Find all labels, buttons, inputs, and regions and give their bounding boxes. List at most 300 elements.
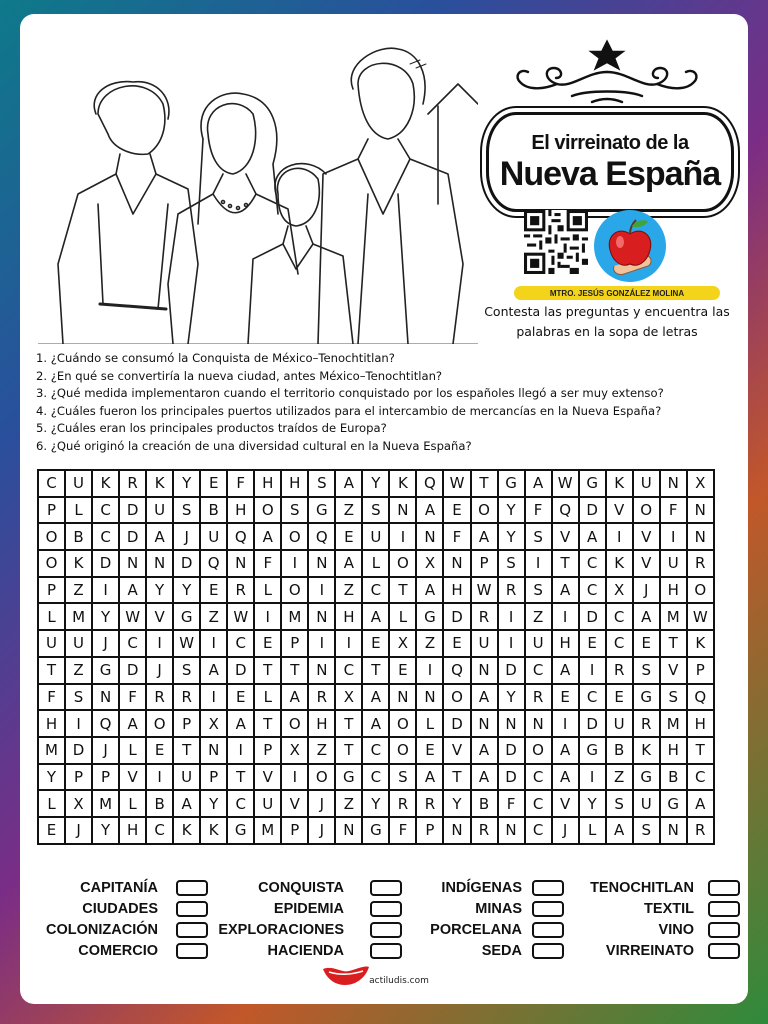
grid-cell[interactable]: Y: [174, 578, 201, 605]
grid-cell[interactable]: S: [282, 498, 309, 525]
grid-cell[interactable]: M: [39, 738, 66, 765]
grid-cell[interactable]: Y: [363, 471, 390, 498]
grid-cell[interactable]: S: [363, 498, 390, 525]
grid-cell[interactable]: E: [336, 524, 363, 551]
grid-cell[interactable]: E: [363, 631, 390, 658]
grid-cell[interactable]: U: [39, 631, 66, 658]
grid-cell[interactable]: A: [174, 791, 201, 818]
grid-cell[interactable]: I: [580, 658, 607, 685]
grid-cell[interactable]: O: [688, 578, 715, 605]
grid-cell[interactable]: P: [39, 578, 66, 605]
grid-cell[interactable]: L: [120, 738, 147, 765]
grid-cell[interactable]: G: [336, 765, 363, 792]
grid-cell[interactable]: C: [39, 471, 66, 498]
grid-cell[interactable]: J: [147, 658, 174, 685]
grid-cell[interactable]: C: [336, 658, 363, 685]
grid-cell[interactable]: Z: [309, 738, 336, 765]
grid-cell[interactable]: A: [417, 498, 444, 525]
grid-cell[interactable]: P: [66, 765, 93, 792]
grid-cell[interactable]: S: [174, 498, 201, 525]
grid-cell[interactable]: H: [228, 498, 255, 525]
grid-cell[interactable]: U: [147, 498, 174, 525]
grid-cell[interactable]: I: [228, 738, 255, 765]
grid-cell[interactable]: U: [201, 524, 228, 551]
grid-cell[interactable]: G: [580, 738, 607, 765]
grid-cell[interactable]: A: [634, 604, 661, 631]
grid-cell[interactable]: Q: [228, 524, 255, 551]
grid-cell[interactable]: N: [390, 498, 417, 525]
grid-cell[interactable]: D: [120, 524, 147, 551]
grid-cell[interactable]: T: [444, 765, 471, 792]
grid-cell[interactable]: T: [661, 631, 688, 658]
grid-cell[interactable]: T: [282, 658, 309, 685]
grid-cell[interactable]: S: [634, 818, 661, 845]
grid-cell[interactable]: M: [66, 604, 93, 631]
grid-cell[interactable]: I: [417, 658, 444, 685]
grid-cell[interactable]: T: [553, 551, 580, 578]
grid-cell[interactable]: P: [472, 551, 499, 578]
grid-cell[interactable]: K: [147, 471, 174, 498]
grid-cell[interactable]: S: [390, 765, 417, 792]
grid-cell[interactable]: R: [607, 658, 634, 685]
grid-cell[interactable]: S: [66, 685, 93, 712]
grid-cell[interactable]: G: [174, 604, 201, 631]
grid-cell[interactable]: X: [66, 791, 93, 818]
grid-cell[interactable]: U: [66, 631, 93, 658]
grid-cell[interactable]: O: [309, 765, 336, 792]
grid-cell[interactable]: C: [607, 604, 634, 631]
grid-cell[interactable]: C: [526, 765, 553, 792]
grid-cell[interactable]: O: [390, 711, 417, 738]
grid-cell[interactable]: H: [39, 711, 66, 738]
grid-cell[interactable]: U: [255, 791, 282, 818]
grid-cell[interactable]: W: [174, 631, 201, 658]
grid-cell[interactable]: N: [390, 685, 417, 712]
grid-cell[interactable]: P: [282, 818, 309, 845]
grid-cell[interactable]: P: [255, 738, 282, 765]
grid-cell[interactable]: D: [444, 711, 471, 738]
grid-cell[interactable]: J: [93, 631, 120, 658]
grid-cell[interactable]: R: [634, 711, 661, 738]
grid-cell[interactable]: R: [526, 685, 553, 712]
grid-cell[interactable]: I: [282, 765, 309, 792]
grid-cell[interactable]: X: [201, 711, 228, 738]
grid-cell[interactable]: O: [472, 498, 499, 525]
grid-cell[interactable]: D: [120, 658, 147, 685]
grid-cell[interactable]: K: [634, 738, 661, 765]
grid-cell[interactable]: E: [444, 631, 471, 658]
grid-cell[interactable]: S: [526, 578, 553, 605]
grid-cell[interactable]: V: [553, 524, 580, 551]
grid-cell[interactable]: Q: [444, 658, 471, 685]
grid-cell[interactable]: X: [390, 631, 417, 658]
grid-cell[interactable]: Z: [607, 765, 634, 792]
grid-cell[interactable]: N: [661, 818, 688, 845]
grid-cell[interactable]: D: [580, 711, 607, 738]
grid-cell[interactable]: R: [174, 685, 201, 712]
grid-cell[interactable]: D: [580, 604, 607, 631]
grid-cell[interactable]: C: [580, 685, 607, 712]
grid-cell[interactable]: P: [39, 498, 66, 525]
word-checkbox[interactable]: [370, 901, 402, 917]
grid-cell[interactable]: V: [120, 765, 147, 792]
grid-cell[interactable]: B: [661, 765, 688, 792]
grid-cell[interactable]: A: [472, 765, 499, 792]
grid-cell[interactable]: I: [390, 524, 417, 551]
grid-cell[interactable]: A: [336, 551, 363, 578]
grid-cell[interactable]: N: [472, 711, 499, 738]
grid-cell[interactable]: O: [390, 738, 417, 765]
grid-cell[interactable]: P: [93, 765, 120, 792]
grid-cell[interactable]: E: [147, 738, 174, 765]
grid-cell[interactable]: N: [93, 685, 120, 712]
grid-cell[interactable]: R: [120, 471, 147, 498]
grid-cell[interactable]: A: [120, 711, 147, 738]
grid-cell[interactable]: C: [607, 631, 634, 658]
grid-cell[interactable]: L: [39, 604, 66, 631]
grid-cell[interactable]: Y: [444, 791, 471, 818]
grid-cell[interactable]: D: [228, 658, 255, 685]
grid-cell[interactable]: E: [417, 738, 444, 765]
grid-cell[interactable]: F: [499, 791, 526, 818]
grid-cell[interactable]: N: [309, 551, 336, 578]
grid-cell[interactable]: P: [174, 711, 201, 738]
grid-cell[interactable]: A: [526, 471, 553, 498]
word-checkbox[interactable]: [176, 922, 208, 938]
grid-cell[interactable]: G: [661, 791, 688, 818]
grid-cell[interactable]: N: [499, 818, 526, 845]
grid-cell[interactable]: E: [553, 685, 580, 712]
grid-cell[interactable]: G: [228, 818, 255, 845]
word-checkbox[interactable]: [370, 943, 402, 959]
grid-cell[interactable]: Q: [417, 471, 444, 498]
grid-cell[interactable]: T: [255, 711, 282, 738]
grid-cell[interactable]: L: [417, 711, 444, 738]
grid-cell[interactable]: X: [282, 738, 309, 765]
grid-cell[interactable]: Y: [363, 791, 390, 818]
grid-cell[interactable]: O: [255, 498, 282, 525]
grid-cell[interactable]: W: [120, 604, 147, 631]
grid-cell[interactable]: J: [553, 818, 580, 845]
grid-cell[interactable]: M: [661, 604, 688, 631]
grid-cell[interactable]: R: [472, 818, 499, 845]
grid-cell[interactable]: M: [282, 604, 309, 631]
grid-cell[interactable]: O: [444, 685, 471, 712]
grid-cell[interactable]: S: [499, 551, 526, 578]
grid-cell[interactable]: D: [93, 551, 120, 578]
grid-cell[interactable]: G: [580, 471, 607, 498]
grid-cell[interactable]: C: [363, 578, 390, 605]
grid-cell[interactable]: T: [39, 658, 66, 685]
grid-cell[interactable]: D: [66, 738, 93, 765]
grid-cell[interactable]: L: [255, 685, 282, 712]
grid-cell[interactable]: Y: [580, 791, 607, 818]
grid-cell[interactable]: K: [201, 818, 228, 845]
grid-cell[interactable]: H: [661, 738, 688, 765]
grid-cell[interactable]: A: [553, 658, 580, 685]
grid-cell[interactable]: I: [526, 551, 553, 578]
grid-cell[interactable]: V: [553, 791, 580, 818]
grid-cell[interactable]: Y: [201, 791, 228, 818]
grid-cell[interactable]: X: [607, 578, 634, 605]
grid-cell[interactable]: O: [147, 711, 174, 738]
grid-cell[interactable]: I: [580, 765, 607, 792]
grid-cell[interactable]: C: [580, 578, 607, 605]
grid-cell[interactable]: J: [309, 818, 336, 845]
grid-cell[interactable]: U: [661, 551, 688, 578]
grid-cell[interactable]: A: [580, 524, 607, 551]
grid-cell[interactable]: P: [688, 658, 715, 685]
grid-cell[interactable]: C: [120, 631, 147, 658]
grid-cell[interactable]: L: [255, 578, 282, 605]
grid-cell[interactable]: N: [201, 738, 228, 765]
grid-cell[interactable]: A: [553, 765, 580, 792]
grid-cell[interactable]: N: [336, 818, 363, 845]
grid-cell[interactable]: C: [228, 791, 255, 818]
grid-cell[interactable]: L: [120, 791, 147, 818]
grid-cell[interactable]: G: [499, 471, 526, 498]
grid-cell[interactable]: G: [634, 765, 661, 792]
grid-cell[interactable]: O: [39, 524, 66, 551]
footer-logo[interactable]: [310, 960, 440, 990]
grid-cell[interactable]: A: [363, 685, 390, 712]
grid-cell[interactable]: U: [526, 631, 553, 658]
grid-cell[interactable]: A: [553, 578, 580, 605]
grid-cell[interactable]: C: [580, 551, 607, 578]
grid-cell[interactable]: E: [444, 498, 471, 525]
grid-cell[interactable]: A: [607, 818, 634, 845]
grid-cell[interactable]: V: [444, 738, 471, 765]
word-checkbox[interactable]: [708, 943, 740, 959]
grid-cell[interactable]: F: [120, 685, 147, 712]
grid-cell[interactable]: X: [417, 551, 444, 578]
grid-cell[interactable]: N: [526, 711, 553, 738]
grid-cell[interactable]: I: [661, 524, 688, 551]
grid-cell[interactable]: L: [66, 498, 93, 525]
grid-cell[interactable]: S: [661, 685, 688, 712]
grid-cell[interactable]: I: [147, 765, 174, 792]
grid-cell[interactable]: J: [634, 578, 661, 605]
grid-cell[interactable]: K: [607, 471, 634, 498]
grid-cell[interactable]: S: [309, 471, 336, 498]
grid-cell[interactable]: I: [201, 685, 228, 712]
grid-cell[interactable]: T: [174, 738, 201, 765]
grid-cell[interactable]: J: [174, 524, 201, 551]
grid-cell[interactable]: S: [174, 658, 201, 685]
grid-cell[interactable]: R: [499, 578, 526, 605]
word-checkbox[interactable]: [532, 943, 564, 959]
grid-cell[interactable]: A: [363, 711, 390, 738]
grid-cell[interactable]: I: [309, 631, 336, 658]
grid-cell[interactable]: H: [336, 604, 363, 631]
grid-cell[interactable]: N: [120, 551, 147, 578]
grid-cell[interactable]: Q: [309, 524, 336, 551]
grid-cell[interactable]: V: [282, 791, 309, 818]
grid-cell[interactable]: I: [553, 711, 580, 738]
word-checkbox[interactable]: [708, 880, 740, 896]
grid-cell[interactable]: G: [634, 685, 661, 712]
grid-cell[interactable]: H: [444, 578, 471, 605]
grid-cell[interactable]: D: [580, 498, 607, 525]
grid-cell[interactable]: F: [255, 551, 282, 578]
grid-cell[interactable]: C: [526, 658, 553, 685]
grid-cell[interactable]: V: [255, 765, 282, 792]
grid-cell[interactable]: L: [580, 818, 607, 845]
grid-cell[interactable]: Y: [499, 524, 526, 551]
grid-cell[interactable]: T: [336, 738, 363, 765]
grid-cell[interactable]: U: [607, 711, 634, 738]
grid-cell[interactable]: A: [255, 524, 282, 551]
grid-cell[interactable]: A: [472, 685, 499, 712]
grid-cell[interactable]: N: [417, 685, 444, 712]
grid-cell[interactable]: N: [309, 604, 336, 631]
grid-cell[interactable]: U: [66, 471, 93, 498]
grid-cell[interactable]: Y: [499, 498, 526, 525]
grid-cell[interactable]: H: [553, 631, 580, 658]
grid-cell[interactable]: K: [174, 818, 201, 845]
grid-cell[interactable]: T: [228, 765, 255, 792]
word-checkbox[interactable]: [176, 880, 208, 896]
grid-cell[interactable]: C: [93, 524, 120, 551]
grid-cell[interactable]: Z: [66, 578, 93, 605]
grid-cell[interactable]: A: [228, 711, 255, 738]
grid-cell[interactable]: B: [147, 791, 174, 818]
grid-cell[interactable]: Q: [201, 551, 228, 578]
grid-cell[interactable]: H: [661, 578, 688, 605]
grid-cell[interactable]: K: [93, 471, 120, 498]
grid-cell[interactable]: E: [607, 685, 634, 712]
grid-cell[interactable]: H: [120, 818, 147, 845]
grid-cell[interactable]: I: [336, 631, 363, 658]
grid-cell[interactable]: E: [390, 658, 417, 685]
grid-cell[interactable]: F: [390, 818, 417, 845]
grid-cell[interactable]: O: [526, 738, 553, 765]
grid-cell[interactable]: V: [607, 498, 634, 525]
grid-cell[interactable]: V: [661, 658, 688, 685]
grid-cell[interactable]: I: [255, 604, 282, 631]
grid-cell[interactable]: P: [201, 765, 228, 792]
grid-cell[interactable]: A: [417, 765, 444, 792]
grid-cell[interactable]: Z: [336, 578, 363, 605]
grid-cell[interactable]: R: [688, 818, 715, 845]
grid-cell[interactable]: S: [607, 791, 634, 818]
grid-cell[interactable]: Z: [66, 658, 93, 685]
grid-cell[interactable]: C: [228, 631, 255, 658]
grid-cell[interactable]: M: [661, 711, 688, 738]
word-checkbox[interactable]: [176, 943, 208, 959]
grid-cell[interactable]: W: [553, 471, 580, 498]
grid-cell[interactable]: A: [472, 524, 499, 551]
grid-cell[interactable]: E: [39, 818, 66, 845]
word-checkbox[interactable]: [370, 922, 402, 938]
grid-cell[interactable]: X: [336, 685, 363, 712]
grid-cell[interactable]: S: [634, 658, 661, 685]
grid-cell[interactable]: T: [390, 578, 417, 605]
grid-cell[interactable]: U: [634, 471, 661, 498]
grid-cell[interactable]: V: [147, 604, 174, 631]
grid-cell[interactable]: T: [255, 658, 282, 685]
grid-cell[interactable]: E: [634, 631, 661, 658]
grid-cell[interactable]: R: [309, 685, 336, 712]
grid-cell[interactable]: P: [282, 631, 309, 658]
grid-cell[interactable]: H: [309, 711, 336, 738]
grid-cell[interactable]: D: [120, 498, 147, 525]
grid-cell[interactable]: O: [390, 551, 417, 578]
grid-cell[interactable]: C: [147, 818, 174, 845]
grid-cell[interactable]: Z: [526, 604, 553, 631]
grid-cell[interactable]: B: [607, 738, 634, 765]
grid-cell[interactable]: N: [444, 818, 471, 845]
grid-cell[interactable]: Q: [553, 498, 580, 525]
grid-cell[interactable]: D: [499, 738, 526, 765]
grid-cell[interactable]: E: [201, 578, 228, 605]
grid-cell[interactable]: G: [417, 604, 444, 631]
grid-cell[interactable]: N: [228, 551, 255, 578]
grid-cell[interactable]: H: [282, 471, 309, 498]
grid-cell[interactable]: R: [390, 791, 417, 818]
grid-cell[interactable]: C: [93, 498, 120, 525]
grid-cell[interactable]: R: [472, 604, 499, 631]
grid-cell[interactable]: D: [499, 765, 526, 792]
grid-cell[interactable]: C: [363, 738, 390, 765]
grid-cell[interactable]: C: [688, 765, 715, 792]
grid-cell[interactable]: I: [309, 578, 336, 605]
grid-cell[interactable]: T: [472, 471, 499, 498]
grid-cell[interactable]: K: [607, 551, 634, 578]
grid-cell[interactable]: T: [336, 711, 363, 738]
word-checkbox[interactable]: [370, 880, 402, 896]
grid-cell[interactable]: W: [472, 578, 499, 605]
grid-cell[interactable]: Q: [93, 711, 120, 738]
grid-cell[interactable]: I: [607, 524, 634, 551]
grid-cell[interactable]: O: [282, 578, 309, 605]
grid-cell[interactable]: Z: [201, 604, 228, 631]
grid-cell[interactable]: O: [39, 551, 66, 578]
grid-cell[interactable]: Y: [147, 578, 174, 605]
grid-cell[interactable]: D: [444, 604, 471, 631]
grid-cell[interactable]: I: [201, 631, 228, 658]
grid-cell[interactable]: E: [255, 631, 282, 658]
grid-cell[interactable]: A: [363, 604, 390, 631]
grid-cell[interactable]: N: [147, 551, 174, 578]
grid-cell[interactable]: A: [336, 471, 363, 498]
grid-cell[interactable]: H: [255, 471, 282, 498]
grid-cell[interactable]: O: [634, 498, 661, 525]
grid-cell[interactable]: D: [499, 658, 526, 685]
grid-cell[interactable]: C: [526, 791, 553, 818]
grid-cell[interactable]: N: [688, 524, 715, 551]
grid-cell[interactable]: Y: [499, 685, 526, 712]
word-checkbox[interactable]: [708, 922, 740, 938]
word-checkbox[interactable]: [532, 922, 564, 938]
grid-cell[interactable]: U: [634, 791, 661, 818]
grid-cell[interactable]: T: [363, 658, 390, 685]
grid-cell[interactable]: R: [417, 791, 444, 818]
grid-cell[interactable]: C: [363, 765, 390, 792]
grid-cell[interactable]: I: [553, 604, 580, 631]
grid-cell[interactable]: K: [390, 471, 417, 498]
grid-cell[interactable]: W: [688, 604, 715, 631]
grid-cell[interactable]: A: [120, 578, 147, 605]
word-search-grid[interactable]: [37, 469, 715, 845]
grid-cell[interactable]: N: [499, 711, 526, 738]
grid-cell[interactable]: V: [634, 551, 661, 578]
grid-cell[interactable]: I: [282, 551, 309, 578]
grid-cell[interactable]: V: [634, 524, 661, 551]
grid-cell[interactable]: A: [201, 658, 228, 685]
word-checkbox[interactable]: [708, 901, 740, 917]
grid-cell[interactable]: N: [661, 471, 688, 498]
